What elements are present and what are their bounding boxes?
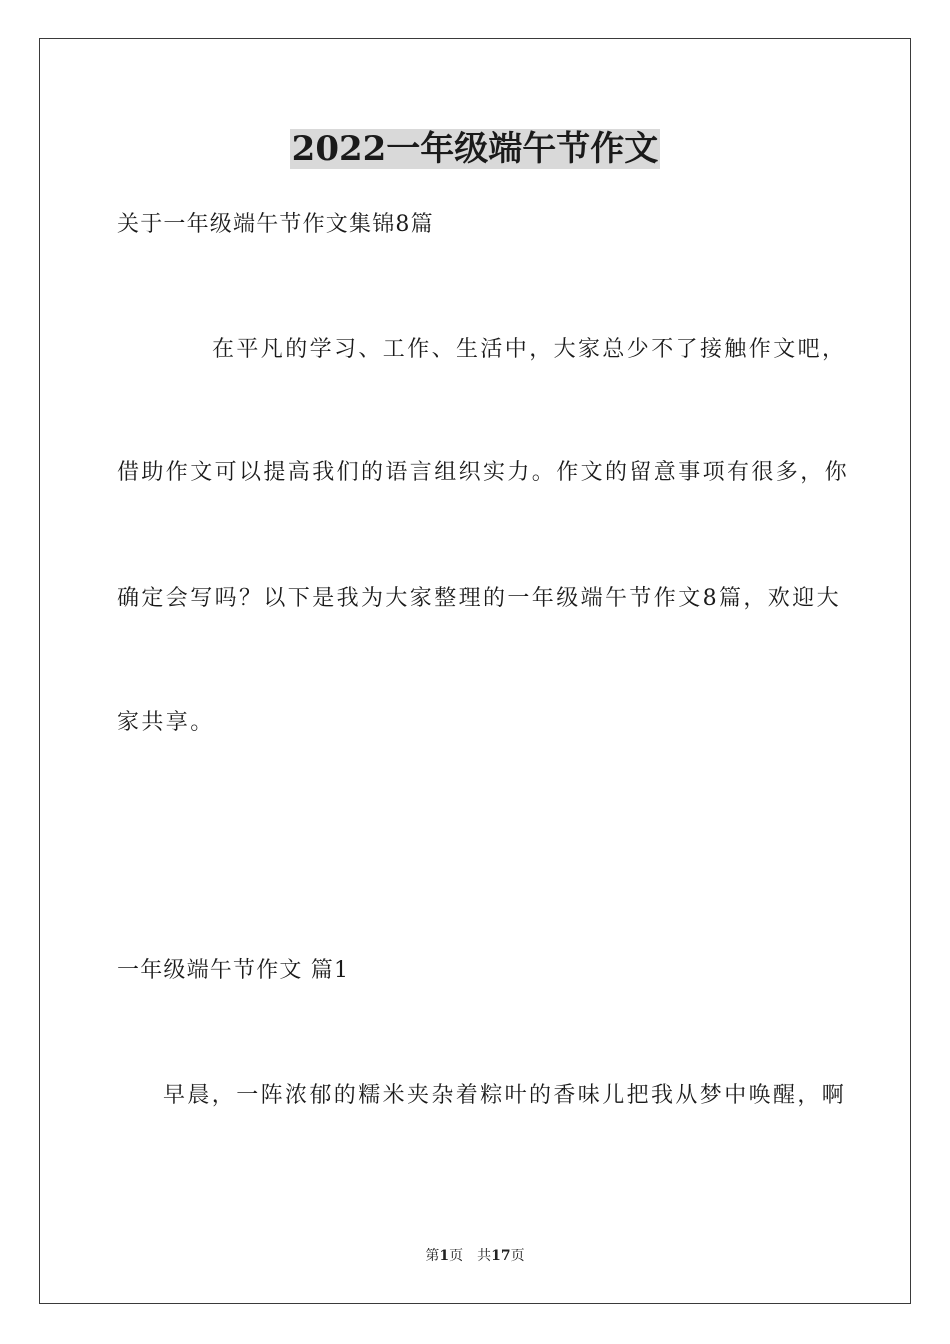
document-title: [0, 128, 950, 170]
footer-total-pages: 17: [491, 1248, 511, 1264]
footer-total-prefix: 共: [477, 1248, 492, 1264]
footer-page-number: 1: [439, 1248, 450, 1264]
intro-line-3: 确定会写吗？以下是我为大家整理的一年级端午节作文8篇，欢迎大: [117, 586, 841, 611]
intro-line-1: 在平凡的学习、工作、生活中，大家总少不了接触作文吧，: [212, 337, 847, 362]
document-title-text: 2022一年级端午节作文: [291, 129, 659, 169]
footer-total-suffix: 页: [510, 1248, 525, 1264]
footer-page-suffix: 页: [449, 1248, 464, 1264]
page-footer: [0, 1247, 950, 1265]
section-heading: 一年级端午节作文 篇1: [117, 958, 350, 983]
footer-page-prefix: 第: [425, 1248, 440, 1264]
intro-line-2: 借助作文可以提高我们的语言组织实力。作文的留意事项有很多，你: [117, 460, 850, 485]
section-line-1: 早晨，一阵浓郁的糯米夹杂着粽叶的香味儿把我从梦中唤醒，啊: [163, 1083, 847, 1108]
intro-line-4: 家共享。: [117, 710, 215, 735]
document-subtitle: 关于一年级端午节作文集锦8篇: [117, 212, 434, 237]
